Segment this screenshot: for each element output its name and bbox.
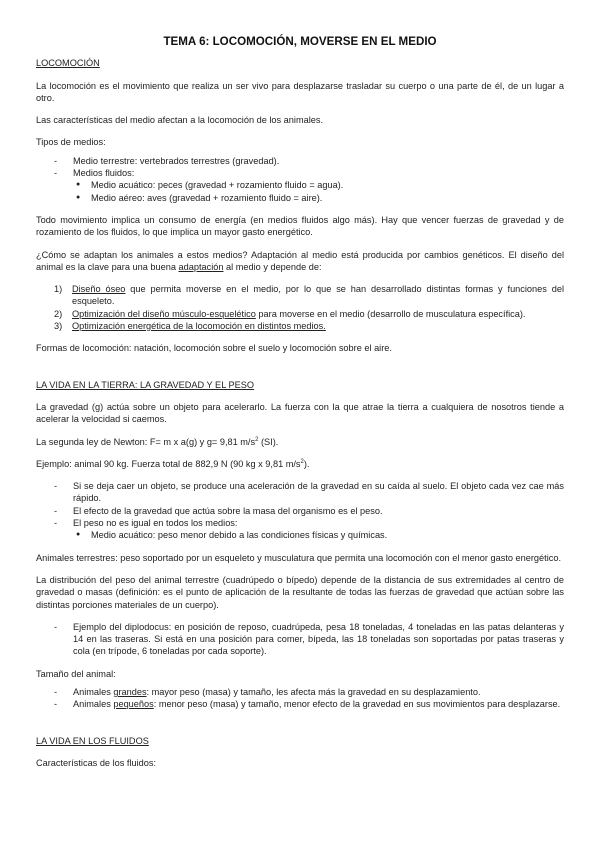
list-item: 3) Optimización energética de la locomoción en distintos medios. — [54, 321, 326, 332]
section-heading-locomocion: LOCOMOCIÓN — [36, 58, 100, 69]
list-item: - Si se deja caer un objeto, se produce una aceleración de la gravedad en su caída al suelo. El objeto cada vez cae más rápido. — [36, 480, 564, 505]
gravity-facts-list — [36, 480, 564, 541]
list-item: - El peso no es igual en todos los medios: ● Medio acuático: peso menor debido a las condiciones físicas y químicas. — [36, 517, 564, 542]
paragraph: Todo movimiento implica un consumo de energía (en medios fluidos algo más). Hay que vencer fuerzas de gravedad y de rozamiento de los fluidos, lo que implica un mayor gasto energético. — [36, 214, 564, 238]
design-factors-list — [36, 283, 564, 332]
list-item: ● Medio aéreo: aves (gravedad + rozamiento fluido = aire). — [73, 192, 564, 204]
paragraph: La gravedad (g) actúa sobre un objeto para acelerarlo. La fuerza con la que atrae la tierra a cualquiera de nosotros tiende a acelerar la velocidad si caemos. — [36, 401, 564, 425]
list-item: 1) Diseño óseo que permita moverse en el medio, por lo que se han desarrollado distintas formas y funciones del esqueleto. — [54, 284, 565, 307]
paragraph: ¿Cómo se adaptan los animales a estos medios? Adaptación al medio está producida por cambios genéticos. El diseño del animal es la clave para una buena adaptación al medio y depende de: — [36, 249, 564, 272]
list-item: - Animales grandes: mayor peso (masa) y tamaño, les afecta más la gravedad en su desplazamiento. — [36, 686, 564, 698]
weight-media-sublist — [73, 529, 564, 541]
list-item: - Medio terrestre: vertebrados terrestres (gravedad). — [36, 155, 564, 167]
paragraph: Ejemplo: animal 90 kg. Fuerza total de 882,9 N (90 kg x 9,81 $m/s^2$). — [36, 458, 310, 469]
paragraph: Formas de locomoción: natación, locomoción sobre el suelo y locomoción sobre el aire. — [36, 343, 392, 354]
paragraph: Características de los fluidos: — [36, 757, 156, 768]
paragraph: La locomoción es el movimiento que realiza un ser vivo para desplazarse trasladar su cuerpo o una parte de él, de un lugar a otro. — [36, 80, 564, 103]
list-item: - Medios fluidos: ● Medio acuático: peces (gravedad + rozamiento fluido = agua). ● Medio aéreo: aves (gravedad + rozamiento fluido = aire). — [36, 167, 564, 204]
list-item: - El efecto de la gravedad que actúa sobre la masa del organismo es el peso. — [36, 505, 564, 517]
list-item: ● Medio acuático: peso menor debido a las condiciones físicas y químicas. — [73, 529, 564, 541]
paragraph: Tamaño del animal: — [36, 668, 116, 679]
paragraph: Las características del medio afectan a la locomoción de los animales. — [36, 115, 324, 126]
paragraph: Tipos de medios: — [36, 137, 106, 148]
diplodocus-example-list — [36, 621, 564, 658]
paragraph: La distribución del peso del animal terrestre (cuadrúpedo o bípedo) depende de la distancia de sus extremidades al centro de gravedad o masas (definición: es el punto de aplicación de la resultante de todas las fuerzas de gravedad que actúan sobre las distintas porciones materiales de un cuerpo). — [36, 574, 564, 610]
paragraph: La segunda ley de Newton: F= m x a(g) y g= 9,81 $m/s^2$ (SI). — [36, 436, 279, 447]
list-item: - Animales pequeños: menor peso (masa) y tamaño, menor efecto de la gravedad en sus movimientos para desplazarse. — [36, 698, 564, 710]
paragraph: Animales terrestres: peso soportado por un esqueleto y musculatura que permita una locomoción con el menor gasto energético. — [36, 552, 562, 563]
fluid-media-sublist — [73, 179, 564, 204]
medium-types-list — [36, 155, 564, 204]
page-title: TEMA 6: LOCOMOCIÓN, MOVERSE EN EL MEDIO — [163, 35, 437, 48]
list-item: - Ejemplo del diplodocus: en posición de reposo, cuadrúpeda, pesa 18 toneladas, 4 toneladas en las patas delanteras y 14 en las traseras. Si está en una posición para comer, bípeda, las 18 toneladas son soportadas por patas traseras y cola (en trípode, 6 toneladas por cada soporte). — [36, 621, 564, 658]
section-heading-vida-en-los-fluidos: LA VIDA EN LOS FLUIDOS — [36, 735, 149, 746]
animal-size-list — [36, 686, 564, 711]
section-heading-vida-en-la-tierra: LA VIDA EN LA TIERRA: LA GRAVEDAD Y EL PESO — [36, 379, 255, 390]
list-item: ● Medio acuático: peces (gravedad + rozamiento fluido = agua). — [73, 179, 564, 191]
list-item: 2) Optimización del diseño músculo-esquelético para moverse en el medio (desarrollo de musculatura específica). — [54, 308, 526, 319]
